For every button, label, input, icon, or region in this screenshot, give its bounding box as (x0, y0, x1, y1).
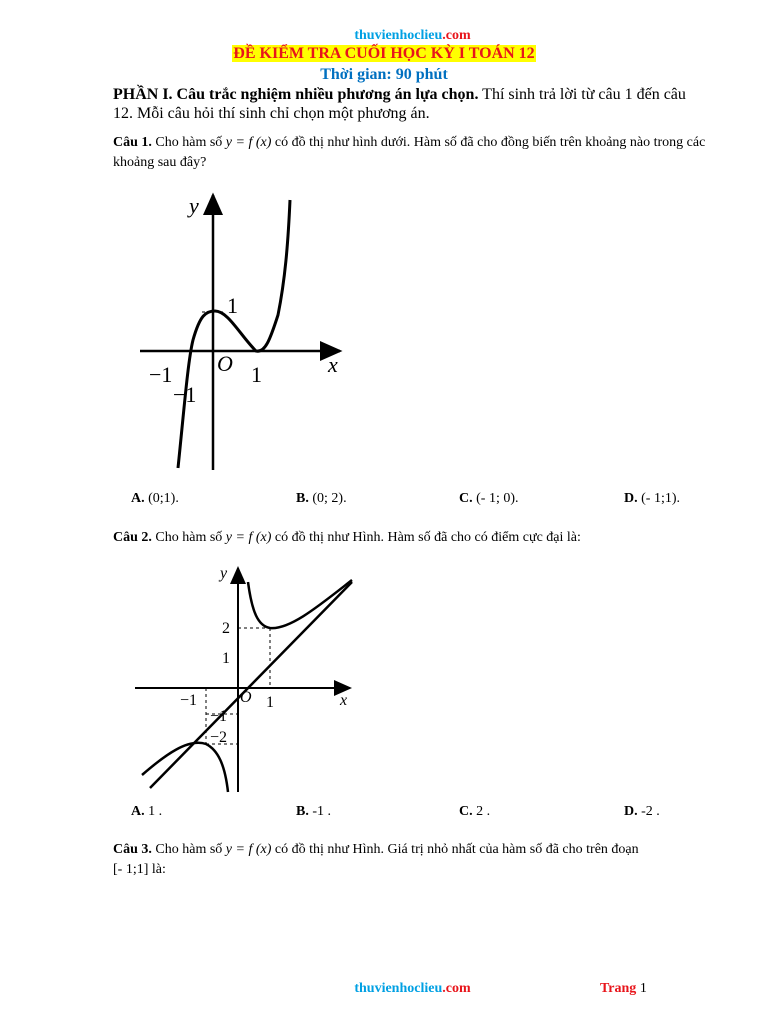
option-value: (0; 2) (312, 491, 344, 506)
tick-label: 1 (222, 650, 230, 667)
question-1 (113, 133, 713, 173)
question-text: Cho hàm số (151, 842, 226, 857)
option-value: (- 1; 0) (476, 491, 516, 506)
asymptote-line (150, 582, 352, 788)
q1-option-d[interactable]: D. (- 1;1). (624, 491, 681, 506)
question-text: Cho hàm số (151, 530, 226, 545)
q2-option-c[interactable] (459, 804, 490, 820)
tick-label: 1 (251, 362, 262, 387)
option-key: B. (296, 491, 309, 506)
curve-upper (248, 580, 352, 628)
tick-label: −1 (210, 708, 228, 725)
question-label: Câu 1. (113, 135, 152, 150)
question-text: có đồ thị như hình dưới. Hàm số đã cho đồng biến trên khoảng nào trong các khoảng sau đây? (113, 135, 706, 170)
y-axis-label: y (189, 193, 199, 218)
option-key: A. (131, 491, 145, 506)
origin-label: O (217, 351, 233, 376)
question-text: có đồ thị như Hình. Giá trị nhỏ nhất của hàm số đã cho trên đoạn (271, 842, 639, 857)
function-formula: y = f (x) (225, 842, 272, 857)
page-number (600, 981, 647, 997)
part-instruction: Thí sinh trả lời từ câu 1 đến câu 12. Mỗi câu hỏi thí sinh chỉ chọn một phương án. (113, 86, 686, 122)
option-key: C. (459, 491, 473, 506)
y-axis-label: y (220, 565, 228, 582)
option-value: -1 . (312, 804, 332, 819)
footer-site-main: thuvienhoclieu (354, 981, 443, 996)
exam-time: Thời gian: 90 phút (320, 66, 448, 83)
footer-site-domain: .com (442, 981, 471, 996)
question-2 (113, 528, 713, 548)
exam-title-text: ĐỀ KIỂM TRA CUỐI HỌC KỲ I TOÁN 12 (233, 45, 535, 62)
question-label: Câu 3. (113, 842, 152, 857)
origin-label: O (240, 689, 252, 706)
function-formula: y = f (x) (225, 135, 272, 150)
footer-site (0, 981, 768, 997)
function-formula: y = f (x) (225, 530, 272, 545)
option-key: D. (624, 491, 638, 506)
tick-label: −1 (149, 362, 173, 387)
q1-option-c[interactable]: C. (- 1; 0). (459, 491, 519, 506)
option-key: C. (459, 804, 473, 819)
q1-option-b[interactable]: B. (0; 2). (296, 491, 347, 506)
option-value: 2 . (476, 804, 491, 819)
question-text: có đồ thị như Hình. Hàm số đã cho có điểm cực đại là: (271, 530, 581, 545)
option-value: -2 . (641, 804, 660, 819)
tick-label: 1 (266, 694, 274, 711)
q2-graph (130, 560, 360, 795)
q2-option-d[interactable] (624, 804, 660, 820)
question-text: Cho hàm số (151, 135, 226, 150)
q1-graph (140, 190, 360, 475)
part-heading: PHẦN I. Câu trắc nghiệm nhiều phương án lựa chọn. (113, 86, 479, 103)
option-value: (- 1;1) (641, 491, 677, 506)
question-label: Câu 2. (113, 530, 152, 545)
site-name-domain: .com (442, 28, 471, 43)
question-text: là: (148, 862, 166, 877)
option-key: A. (131, 804, 145, 819)
tick-label: −1 (173, 382, 197, 407)
part-one-intro (113, 85, 703, 123)
page-label: Trang (600, 981, 637, 996)
question-3 (113, 840, 713, 880)
option-key: B. (296, 804, 309, 819)
q2-option-a[interactable] (131, 804, 162, 820)
site-name (0, 28, 768, 44)
page-number-value: 1 (636, 981, 647, 996)
exam-title (0, 45, 768, 63)
option-value: (0;1) (148, 491, 176, 506)
interval: [- 1;1] (113, 862, 149, 877)
option-key: D. (624, 804, 638, 819)
tick-label: 1 (227, 293, 238, 318)
function-curve (178, 200, 290, 468)
q1-option-a[interactable]: A. (0;1). (131, 491, 179, 506)
x-axis-label: x (328, 352, 338, 377)
tick-label: 2 (222, 620, 230, 637)
tick-label: −2 (210, 729, 228, 746)
x-axis-label: x (340, 692, 348, 709)
q2-option-b[interactable] (296, 804, 331, 820)
tick-label: −1 (180, 692, 198, 709)
option-value: 1 . (148, 804, 163, 819)
site-name-main: thuvienhoclieu (354, 28, 443, 43)
